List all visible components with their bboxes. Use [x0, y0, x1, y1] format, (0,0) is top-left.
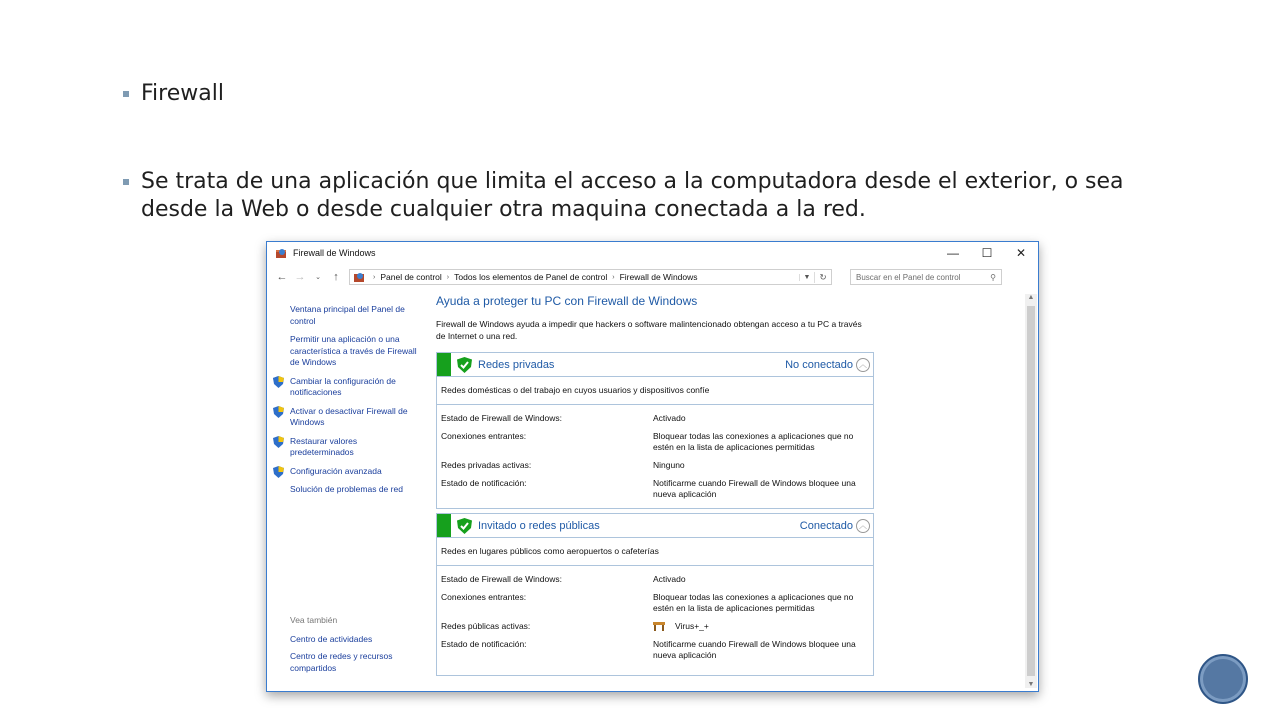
sidebar-link-troubleshoot[interactable]: Solución de problemas de red [290, 484, 403, 494]
sidebar-link-advanced[interactable]: Configuración avanzada [290, 466, 420, 478]
detail-row: Estado de Firewall de Windows: Activado [441, 413, 686, 423]
address-bar[interactable] [349, 269, 832, 285]
collapse-chevron-icon[interactable]: ︿ [856, 519, 870, 533]
sidebar-link-home[interactable]: Ventana principal del Panel de control [290, 304, 405, 326]
close-button[interactable]: ✕ [1015, 246, 1027, 260]
address-bar-row [267, 264, 1038, 290]
up-arrow-icon[interactable]: ↑ [333, 271, 339, 283]
active-network: Virus+_+ [653, 621, 865, 632]
bullet-text: Firewall [141, 81, 224, 106]
detail-row: Conexiones entrantes: Bloquear todas las conexiones a aplicaciones que no estén en la lista de aplicaciones permitidas [441, 431, 854, 452]
sidebar-link-notifications[interactable]: Cambiar la configuración de notificaciones [290, 376, 420, 399]
status-bar-green [437, 514, 451, 537]
recent-dropdown-icon[interactable]: ⌄ [315, 274, 321, 281]
search-placeholder: Buscar en el Panel de control [856, 272, 961, 282]
chevron-right-icon: › [373, 273, 376, 281]
collapse-chevron-icon[interactable]: ︿ [856, 358, 870, 372]
sidebar-link-toggle-firewall[interactable]: Activar o desactivar Firewall de Windows [290, 406, 420, 429]
see-also-network-center[interactable]: Centro de redes y recursos compartidos [290, 651, 393, 673]
bullet-marker [123, 179, 129, 185]
sidebar-link-allow-app[interactable]: Permitir una aplicación o una característica a través de Firewall de Windows [290, 334, 417, 367]
detail-row: Redes públicas activas: Virus+_+ [441, 621, 869, 632]
see-also-header: Vea también [290, 615, 338, 625]
public-networks-header[interactable] [437, 514, 873, 538]
green-shield-check-icon [457, 518, 472, 534]
public-networks-description: Redes en lugares públicos como aeropuertos o cafeterías [437, 538, 873, 566]
title-bar[interactable] [267, 242, 1038, 264]
firewall-window [266, 241, 1039, 692]
public-networks-title: Invitado o redes públicas [478, 519, 600, 532]
detail-row: Estado de notificación: Notificarme cuando Firewall de Windows bloquee una nueva aplicación [441, 639, 856, 660]
uac-shield-icon [273, 376, 284, 388]
maximize-button[interactable]: ☐ [981, 246, 993, 260]
private-networks-status: No conectado [785, 358, 853, 371]
vertical-scrollbar[interactable] [1025, 294, 1037, 688]
breadcrumb-all-items[interactable]: Todos los elementos de Panel de control [454, 272, 608, 282]
breadcrumb-firewall[interactable]: Firewall de Windows [619, 272, 698, 282]
refresh-icon[interactable]: ↻ [814, 272, 831, 283]
private-networks-title: Redes privadas [478, 358, 555, 371]
forward-arrow-icon[interactable]: → [294, 271, 306, 283]
search-input[interactable] [850, 269, 1002, 285]
network-bench-icon [653, 622, 665, 631]
scroll-down-icon[interactable]: ▼ [1027, 681, 1035, 688]
see-also [290, 615, 420, 680]
bullet-item [123, 80, 224, 108]
chevron-right-icon: › [612, 273, 615, 281]
uac-shield-icon [273, 466, 284, 478]
detail-row: Estado de notificación: Notificarme cuando Firewall de Windows bloquee una nueva aplicación [441, 478, 856, 499]
page-title: Ayuda a proteger tu PC con Firewall de Windows [436, 294, 698, 308]
slide-logo-circle [1198, 654, 1248, 704]
private-networks-description: Redes domésticas o del trabajo en cuyos usuarios y dispositivos confíe [437, 377, 873, 405]
chevron-right-icon: › [446, 273, 450, 281]
intro-text: Firewall de Windows ayuda a impedir que hackers o software malintencionado obtengan acceso a tu PC a través de Internet o una red. [436, 319, 862, 341]
bullet-item [123, 168, 1183, 224]
main-content [436, 294, 876, 349]
uac-shield-icon [273, 436, 284, 448]
firewall-app-icon [275, 247, 287, 259]
private-networks-header[interactable] [437, 353, 873, 377]
window-title: Firewall de Windows [293, 248, 376, 258]
green-shield-check-icon [457, 357, 472, 373]
minimize-button[interactable]: — [947, 246, 959, 260]
control-panel-icon [353, 271, 365, 283]
uac-shield-icon [273, 406, 284, 418]
back-arrow-icon[interactable]: ← [276, 271, 288, 283]
bullet-marker [123, 91, 129, 97]
sidebar [290, 304, 420, 503]
scroll-up-icon[interactable]: ▲ [1027, 294, 1035, 301]
scrollbar-thumb[interactable] [1027, 306, 1035, 676]
search-icon: ⚲ [990, 272, 996, 282]
public-networks-details [437, 566, 873, 661]
public-networks-status: Conectado [799, 519, 853, 532]
private-networks-details [437, 405, 873, 500]
breadcrumb-control-panel[interactable]: Panel de control [380, 272, 442, 282]
bullet-text: Se trata de una aplicación que limita el acceso a la computadora desde el exterior, o sea desde la Web o desde cualquier otra maquina conectada a la red. [141, 169, 1124, 222]
see-also-action-center[interactable]: Centro de actividades [290, 633, 373, 644]
detail-row: Conexiones entrantes: Bloquear todas las conexiones a aplicaciones que no estén en la lista de aplicaciones permitidas [441, 592, 854, 613]
public-networks-panel [436, 513, 874, 676]
chevron-down-icon[interactable]: ▼ [799, 274, 814, 281]
detail-row: Redes privadas activas: Ninguno [441, 460, 685, 470]
detail-row: Estado de Firewall de Windows: Activado [441, 574, 686, 584]
sidebar-link-restore-defaults[interactable]: Restaurar valores predeterminados [290, 436, 420, 459]
status-bar-green [437, 353, 451, 376]
private-networks-panel [436, 352, 874, 509]
